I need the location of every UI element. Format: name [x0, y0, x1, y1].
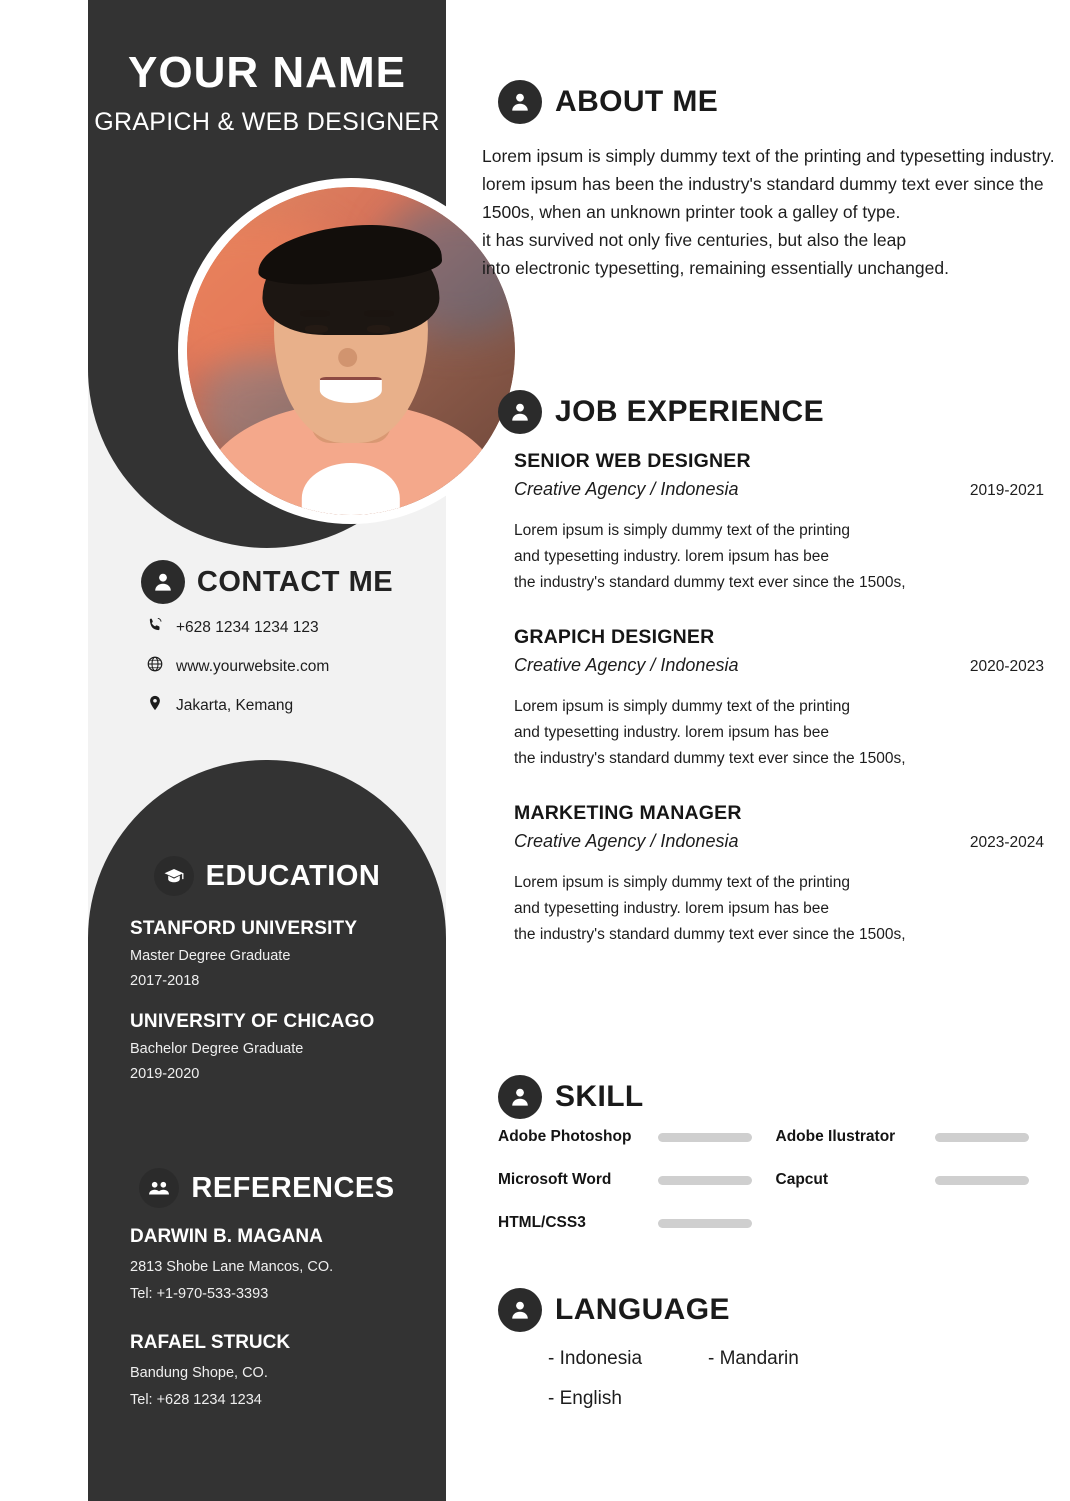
list-item: [130, 1011, 430, 1082]
education-list: [130, 918, 430, 1104]
job-company: Creative Agency / Indonesia: [514, 655, 739, 675]
skill-label: Microsoft Word: [498, 1171, 612, 1188]
references-list: [130, 1226, 440, 1419]
list-item: [146, 616, 446, 639]
job-description: [514, 694, 1044, 772]
language-heading: LANGUAGE: [555, 1293, 730, 1326]
page-title: YOUR NAME: [128, 48, 406, 97]
list-item: [776, 1171, 1054, 1189]
education-degree: Master Degree Graduate: [130, 948, 291, 964]
reference-tel: Tel: +628 1234 1234: [130, 1392, 262, 1408]
list-item: [146, 694, 446, 717]
reference-address: Bandung Shope, CO.: [130, 1365, 268, 1381]
language-section-header: [498, 1288, 730, 1332]
job-description-line: and typesetting industry. lorem ipsum has bee: [514, 900, 830, 917]
skill-heading: SKILL: [555, 1080, 644, 1113]
about-section-header: [498, 80, 718, 124]
reference-address: 2813 Shobe Lane Mancos, CO.: [130, 1259, 334, 1275]
reference-name: RAFAEL STRUCK: [130, 1332, 291, 1353]
skill-label: Adobe Ilustrator: [775, 1128, 896, 1145]
education-years: 2019-2020: [130, 1066, 200, 1082]
phone-value: +628 1234 1234 123: [176, 618, 319, 636]
job-company: Creative Agency / Indonesia: [514, 479, 739, 499]
list-item: - Indonesia: [548, 1348, 643, 1369]
job-description-line: Lorem ipsum is simply dummy text of the printing: [514, 874, 850, 891]
person-icon: [498, 1288, 542, 1332]
about-paragraph-3: into electronic typesetting, remaining essentially unchanged.: [482, 258, 949, 278]
job-role: SENIOR WEB DESIGNER: [514, 450, 751, 472]
list-item: [498, 1128, 776, 1146]
skill-progress-bar: [935, 1176, 1029, 1185]
experience-heading: JOB EXPERIENCE: [555, 395, 825, 428]
list-item: [514, 626, 1044, 772]
job-description: [514, 870, 1044, 948]
people-group-icon: [139, 1168, 179, 1208]
list-item: [146, 655, 446, 678]
list-item: [514, 450, 1044, 596]
about-paragraph-2: it has survived not only five centuries, but also the leap: [482, 230, 907, 250]
location-pin-icon: [146, 694, 164, 717]
reference-tel: Tel: +1-970-533-3393: [130, 1286, 269, 1302]
job-description-line: and typesetting industry. lorem ipsum has bee: [514, 548, 830, 565]
about-body: [482, 142, 1070, 282]
skill-list: [498, 1128, 1053, 1257]
left-sidebar: [88, 0, 446, 1501]
skill-progress-bar: [658, 1219, 752, 1228]
list-item: [514, 802, 1044, 948]
references-section-header: [88, 1168, 446, 1208]
job-description: [514, 518, 1044, 596]
education-school: STANFORD UNIVERSITY: [130, 918, 358, 939]
website-value: www.yourwebsite.com: [176, 657, 330, 675]
main-content: [478, 0, 1070, 1501]
job-description-line: the industry's standard dummy text ever since the 1500s,: [514, 750, 906, 767]
skill-progress-bar: [935, 1133, 1029, 1142]
list-item: [498, 1214, 776, 1232]
list-item: [776, 1128, 1054, 1146]
job-company: Creative Agency / Indonesia: [514, 831, 739, 851]
skill-section-header: [498, 1075, 644, 1119]
job-years: 2019-2021: [969, 482, 1044, 499]
job-role: MARKETING MANAGER: [514, 802, 742, 824]
skill-progress-bar: [658, 1133, 752, 1142]
contact-list: [146, 616, 446, 733]
profile-subtitle: GRAPICH & WEB DESIGNER: [94, 108, 440, 136]
job-years: 2020-2023: [969, 658, 1044, 675]
contact-heading: CONTACT ME: [196, 565, 394, 598]
graduation-cap-icon: [154, 856, 194, 896]
contact-section-header: [88, 560, 446, 604]
education-degree: Bachelor Degree Graduate: [130, 1041, 304, 1057]
about-heading: ABOUT ME: [555, 85, 719, 118]
list-item: [130, 1226, 440, 1302]
about-paragraph-1: Lorem ipsum is simply dummy text of the printing and typesetting industry. lorem ipsum has been the industry's standard dummy text ever since the 1500s, when an unknown printer took a galley of type.: [482, 146, 1055, 222]
language-list: [548, 1348, 968, 1428]
avatar: [178, 178, 524, 524]
references-heading: REFERENCES: [191, 1171, 395, 1204]
list-item: [130, 1332, 440, 1408]
skill-label: Capcut: [775, 1171, 829, 1188]
skill-label: HTML/CSS3: [498, 1214, 586, 1231]
person-icon: [141, 560, 185, 604]
education-section-header: [88, 856, 446, 896]
job-description-line: the industry's standard dummy text ever since the 1500s,: [514, 926, 906, 943]
job-meta: [514, 831, 1044, 852]
location-value: Jakarta, Kemang: [176, 696, 294, 714]
job-description-line: and typesetting industry. lorem ipsum has bee: [514, 724, 830, 741]
list-item: [498, 1171, 776, 1189]
reference-name: DARWIN B. MAGANA: [130, 1226, 323, 1247]
experience-section-header: [498, 390, 824, 434]
list-item: - English: [548, 1388, 622, 1409]
portrait-photo: [187, 187, 515, 515]
skill-label: Adobe Photoshop: [498, 1128, 632, 1145]
person-icon: [498, 80, 542, 124]
job-meta: [514, 479, 1044, 500]
education-years: 2017-2018: [130, 973, 200, 989]
job-meta: [514, 655, 1044, 676]
experience-list: [514, 450, 1044, 978]
education-heading: EDUCATION: [205, 859, 381, 892]
job-years: 2023-2024: [969, 834, 1044, 851]
list-item: [130, 918, 430, 989]
job-description-line: the industry's standard dummy text ever since the 1500s,: [514, 574, 906, 591]
education-references-panel: [88, 760, 446, 1501]
list-item: - Mandarin: [708, 1348, 799, 1369]
person-icon: [498, 390, 542, 434]
job-description-line: Lorem ipsum is simply dummy text of the printing: [514, 522, 850, 539]
phone-icon: [146, 616, 164, 639]
globe-icon: [146, 655, 164, 678]
job-description-line: Lorem ipsum is simply dummy text of the printing: [514, 698, 850, 715]
job-role: GRAPICH DESIGNER: [514, 626, 715, 648]
person-icon: [498, 1075, 542, 1119]
skill-progress-bar: [658, 1176, 752, 1185]
education-school: UNIVERSITY OF CHICAGO: [130, 1011, 375, 1032]
